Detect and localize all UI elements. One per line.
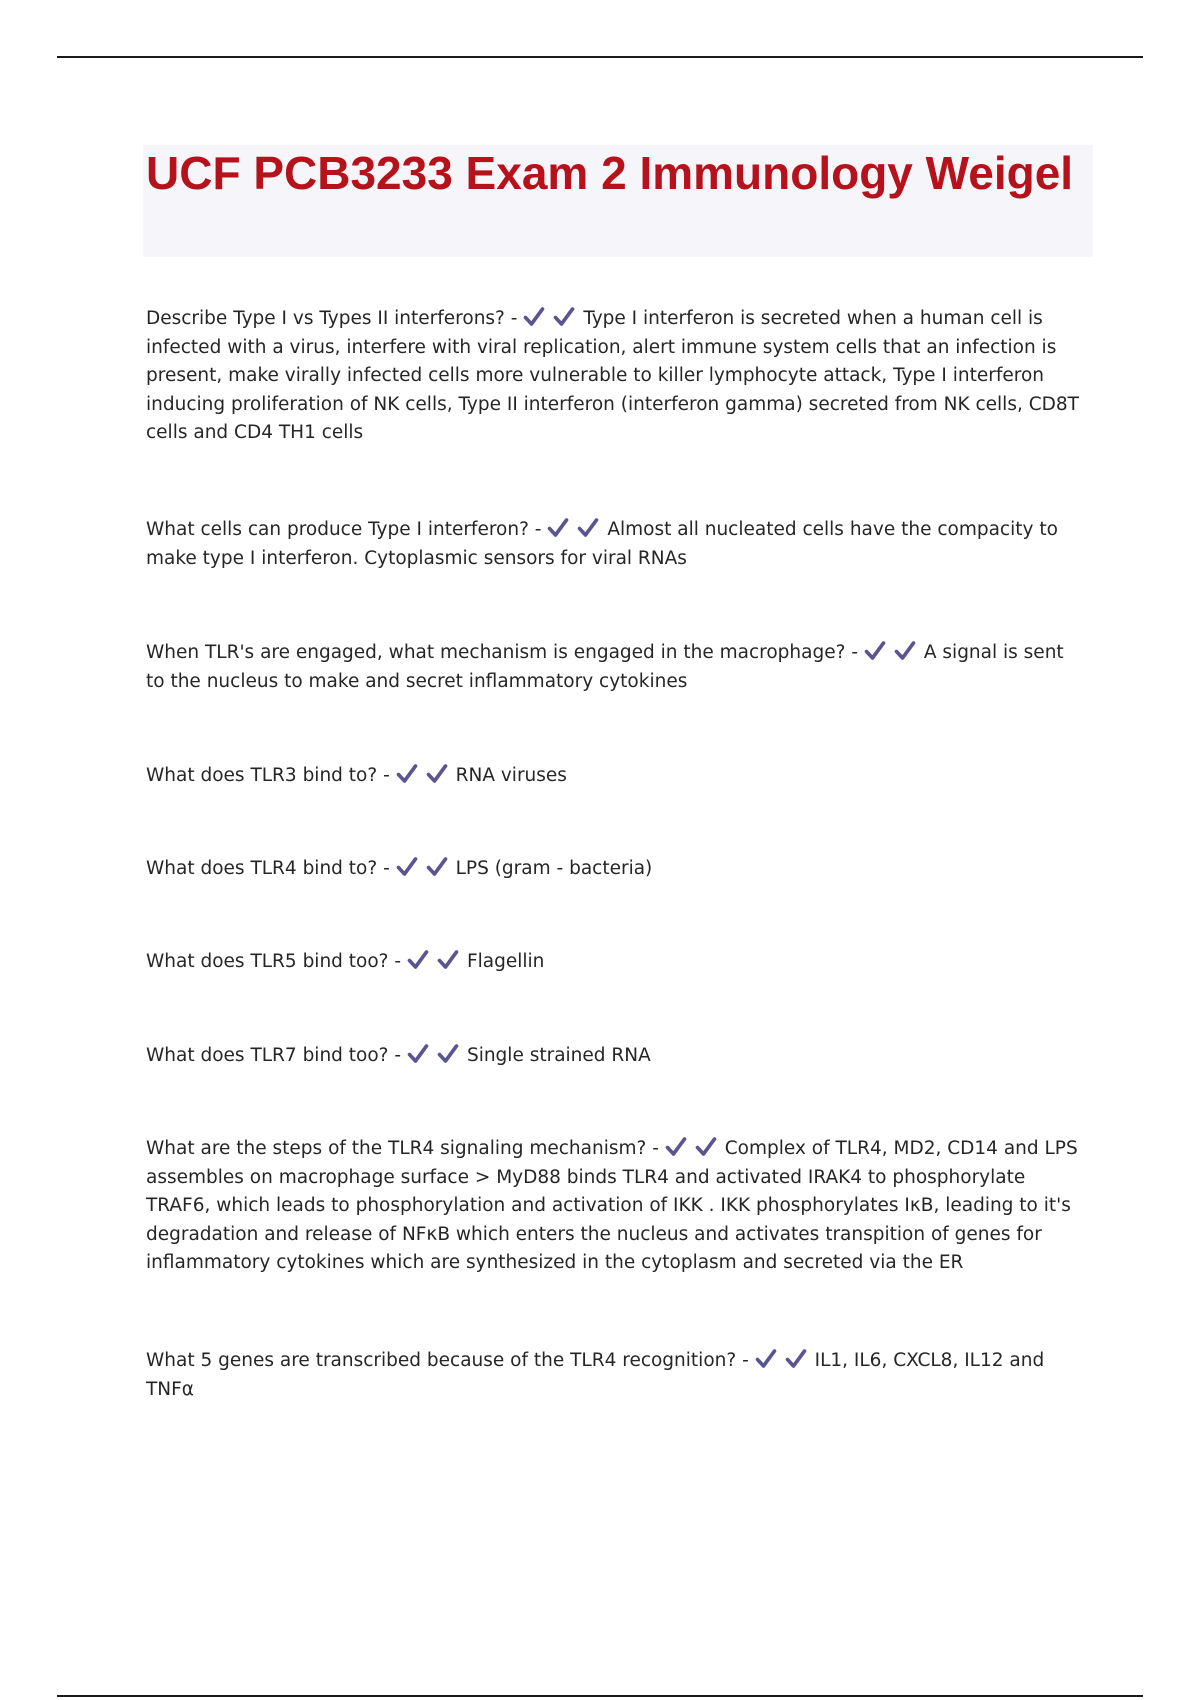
check-mark-icon (407, 1043, 429, 1065)
check-mark-icon (437, 1043, 459, 1065)
answer-marker (396, 765, 456, 786)
answer-text: Almost all nucleated cells have the compacity to make type I interferon. Cytoplasmic sensors for viral RNAs (146, 519, 1058, 569)
separator: - (377, 858, 396, 879)
question-text: What does TLR7 bind too? (146, 1045, 389, 1066)
check-mark-icon (426, 856, 448, 878)
check-mark-icon (755, 1348, 777, 1370)
question-text: What does TLR3 bind to? (146, 765, 378, 786)
check-mark-icon (426, 763, 448, 785)
answer-text: Type I interferon is secreted when a human cell is infected with a virus, interfere with viral replication, alert immune system cells that an infection is present, make virally infected cells more vulnerable to killer lymphocyte attack, Type I interferon inducing proliferation of NK cells, Type II interferon (interferon gamma) secreted from NK cells, CD8T cells and CD4 TH1 cells (146, 308, 1079, 443)
answer-marker (864, 642, 924, 663)
question-text: When TLR's are engaged, what mechanism is engaged in the macrophage? (146, 642, 846, 663)
page-title: UCF PCB3233 Exam 2 Immunology Weigel (146, 147, 1074, 199)
separator: - (845, 642, 864, 663)
question-text: Describe Type I vs Types II interferons? (146, 308, 505, 329)
separator: - (388, 951, 407, 972)
title-banner (143, 145, 1093, 257)
separator: - (377, 765, 396, 786)
qa-item (146, 639, 1086, 696)
answer-text: Complex of TLR4, MD2, CD14 and LPS assembles on macrophage surface > MyD88 binds TLR4 and activated IRAK4 to phosphorylate TRAF6, which leads to phosphorylation and activation of IKK . IKK phosphorylates IκB, leading to it's degradation and release of NFκB which enters the nucleus and activates transpition of genes for inflammatory cytokines which are synthesized in the cytoplasm and secreted via the ER (146, 1138, 1078, 1273)
check-mark-icon (665, 1136, 687, 1158)
qa-item (146, 1135, 1086, 1278)
separator: - (528, 519, 548, 540)
check-mark-icon (864, 640, 886, 662)
check-mark-icon (894, 640, 916, 662)
qa-item (146, 516, 1086, 573)
answer-text: RNA viruses (455, 765, 567, 786)
answer-marker (407, 951, 467, 972)
answer-marker (396, 858, 456, 879)
question-text: What cells can produce Type I interferon? (146, 519, 529, 540)
question-text: What does TLR5 bind too? (146, 951, 389, 972)
check-mark-icon (407, 949, 429, 971)
qa-item (146, 1347, 1086, 1404)
answer-marker (665, 1138, 725, 1159)
check-mark-icon (396, 856, 418, 878)
qa-item (146, 855, 1086, 884)
check-mark-icon (523, 306, 545, 328)
qa-item (146, 762, 1086, 791)
separator: - (504, 308, 524, 329)
check-mark-icon (695, 1136, 717, 1158)
separator: - (646, 1138, 665, 1159)
qa-item (146, 948, 1086, 977)
qa-item (146, 1042, 1086, 1071)
qa-item (146, 305, 1086, 448)
separator: - (736, 1350, 755, 1371)
check-mark-icon (547, 517, 569, 539)
answer-marker (547, 519, 607, 540)
bottom-rule (57, 1695, 1143, 1697)
question-text: What 5 genes are transcribed because of the TLR4 recognition? (146, 1350, 737, 1371)
answer-text: A signal is sent to the nucleus to make and secret inflammatory cytokines (146, 642, 1064, 692)
answer-text: LPS (gram - bacteria) (455, 858, 653, 879)
answer-marker (407, 1045, 467, 1066)
check-mark-icon (396, 763, 418, 785)
question-text: What does TLR4 bind to? (146, 858, 378, 879)
check-mark-icon (785, 1348, 807, 1370)
check-mark-icon (553, 306, 575, 328)
answer-text: IL1, IL6, CXCL8, IL12 and TNFα (146, 1350, 1045, 1400)
answer-text: Flagellin (466, 951, 545, 972)
answer-marker (755, 1350, 815, 1371)
check-mark-icon (437, 949, 459, 971)
question-text: What are the steps of the TLR4 signaling mechanism? (146, 1138, 647, 1159)
top-rule (57, 56, 1143, 58)
check-mark-icon (577, 517, 599, 539)
answer-text: Single strained RNA (466, 1045, 651, 1066)
answer-marker (523, 308, 583, 329)
separator: - (388, 1045, 407, 1066)
